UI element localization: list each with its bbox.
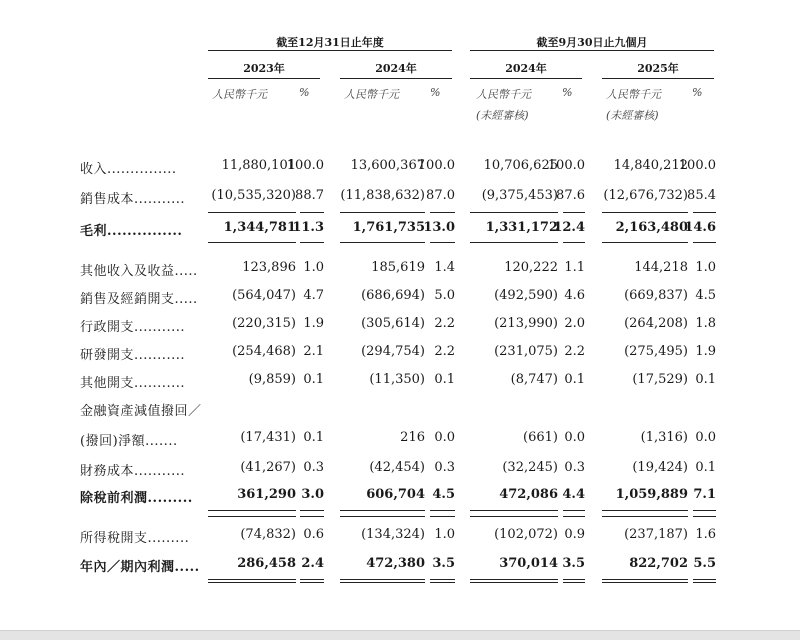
underline-rule (208, 242, 296, 243)
underline-rule (300, 516, 324, 517)
underline-rule (430, 212, 455, 213)
underline-rule (602, 212, 688, 213)
underline-rule (602, 242, 688, 243)
amount-cell: (10,535,320) (211, 188, 296, 203)
row-leader-dots: ..... (174, 560, 200, 575)
percent-cell: 4.7 (303, 288, 324, 303)
amount-cell: 14,840,212 (613, 158, 688, 173)
amount-cell: 822,702 (629, 556, 688, 571)
percent-cell: 13.0 (423, 220, 455, 235)
percent-cell: 87.6 (556, 188, 585, 203)
underline-rule (208, 516, 296, 517)
unaudited-note: (未經審核) (476, 109, 529, 122)
underline-rule (340, 516, 425, 517)
amount-cell: 185,619 (371, 260, 425, 275)
unaudited-note: (未經審核) (606, 109, 659, 122)
percent-cell: 12.4 (553, 220, 585, 235)
underline-rule (470, 579, 558, 580)
underline-rule (470, 516, 558, 517)
amount-cell: 370,014 (499, 556, 558, 571)
percent-cell: 2.0 (564, 316, 585, 331)
percent-cell: 0.6 (303, 527, 324, 542)
percent-cell: 4.6 (564, 288, 585, 303)
percent-cell: 11.3 (292, 220, 324, 235)
underline-rule (563, 242, 585, 243)
percent-cell: 1.0 (303, 260, 324, 275)
row-leader-dots: ..... (174, 292, 198, 307)
percent-cell: 1.9 (303, 316, 324, 331)
amount-cell: (9,859) (248, 372, 296, 387)
percent-cell: 2.2 (434, 316, 455, 331)
row-label: 財務成本........... (80, 464, 185, 479)
percent-cell: 100.0 (286, 158, 324, 173)
row-leader-dots: ........... (134, 464, 185, 479)
row-leader-dots: ........... (134, 192, 185, 207)
underline-rule (693, 582, 716, 583)
amount-cell: (686,694) (361, 288, 425, 303)
underline-rule (430, 516, 455, 517)
underline-rule (430, 510, 455, 511)
underline-rule (340, 212, 425, 213)
percent-cell: 2.4 (301, 556, 324, 571)
underline-rule (340, 582, 425, 583)
row-label: 年內／期內利潤..... (80, 560, 200, 575)
underline-rule (563, 510, 585, 511)
row-leader-dots: ........... (134, 348, 185, 363)
underline-rule (563, 516, 585, 517)
row-label: 行政開支........... (80, 320, 185, 335)
percent-cell: 0.1 (303, 372, 324, 387)
amount-cell: (32,245) (502, 460, 558, 475)
amount-cell: (9,375,453) (481, 188, 558, 203)
percent-cell: 0.1 (564, 372, 585, 387)
underline-rule (430, 579, 455, 580)
underline-rule (300, 510, 324, 511)
percent-cell: 4.4 (562, 487, 585, 502)
amount-cell: 120,222 (504, 260, 558, 275)
year-rule (208, 78, 320, 79)
underline-rule (693, 510, 716, 511)
year-header-2025: 2025年 (637, 62, 679, 75)
underline-rule (340, 510, 425, 511)
amount-cell: (564,047) (232, 288, 296, 303)
percent-cell: 0.3 (434, 460, 455, 475)
amount-cell: (102,072) (494, 527, 558, 542)
percent-cell: 0.1 (434, 372, 455, 387)
period-header-rule (208, 50, 452, 51)
year-header-2024-nine-months: 2024年 (505, 62, 547, 75)
underline-rule (300, 242, 324, 243)
row-leader-dots: ..... (174, 264, 198, 279)
underline-rule (693, 212, 716, 213)
row-leader-dots: ............... (107, 162, 177, 177)
row-label: 收入............... (80, 162, 177, 177)
row-leader-dots: ............... (107, 224, 183, 239)
percent-cell: 1.0 (434, 527, 455, 542)
underline-rule (470, 242, 558, 243)
period-header-year-ended: 截至12月31日止年度 (276, 36, 384, 49)
amount-cell: (134,324) (361, 527, 425, 542)
percent-cell: 3.5 (432, 556, 455, 571)
year-header-2024: 2024年 (375, 62, 417, 75)
amount-cell: (275,495) (624, 344, 688, 359)
underline-rule (430, 582, 455, 583)
row-leader-dots: ........... (134, 376, 185, 391)
row-label: 金融資產減值撥回／ (80, 404, 202, 419)
amount-cell: (8,747) (510, 372, 558, 387)
amount-cell: (237,187) (624, 527, 688, 542)
amount-cell: 1,344,781 (223, 220, 296, 235)
amount-cell: 1,761,735 (352, 220, 425, 235)
percent-cell: 85.4 (687, 188, 716, 203)
underline-rule (208, 582, 296, 583)
unit-rmb: 人民幣千元 (606, 88, 661, 101)
amount-cell: (41,267) (240, 460, 296, 475)
percent-cell: 1.8 (695, 316, 716, 331)
year-rule (470, 78, 582, 79)
percent-cell: 2.2 (564, 344, 585, 359)
row-label: (撥回)淨額....... (80, 434, 178, 449)
period-header-rule (470, 50, 714, 51)
percent-cell: 87.0 (426, 188, 455, 203)
row-label: 其他開支........... (80, 376, 185, 391)
percent-cell: 3.0 (301, 487, 324, 502)
underline-rule (563, 212, 585, 213)
percent-cell: 0.3 (303, 460, 324, 475)
amount-cell: (12,676,732) (603, 188, 688, 203)
percent-cell: 14.6 (684, 220, 716, 235)
underline-rule (300, 579, 324, 580)
unit-pct: % (692, 86, 703, 99)
percent-cell: 3.5 (562, 556, 585, 571)
unit-rmb: 人民幣千元 (212, 88, 267, 101)
percent-cell: 5.5 (693, 556, 716, 571)
amount-cell: (264,208) (624, 316, 688, 331)
amount-cell: (669,837) (624, 288, 688, 303)
percent-cell: 7.1 (693, 487, 716, 502)
percent-cell: 2.1 (303, 344, 324, 359)
percent-cell: 0.1 (695, 460, 716, 475)
row-label: 銷售及經銷開支..... (80, 292, 198, 307)
underline-rule (693, 242, 716, 243)
percent-cell: 4.5 (695, 288, 716, 303)
row-label: 研發開支........... (80, 348, 185, 363)
amount-cell: 13,600,367 (350, 158, 425, 173)
row-label: 所得稅開支......... (80, 531, 190, 546)
unit-rmb: 人民幣千元 (476, 88, 531, 101)
underline-rule (470, 582, 558, 583)
amount-cell: 216 (400, 430, 425, 445)
underline-rule (602, 582, 688, 583)
unit-pct: % (430, 86, 441, 99)
underline-rule (563, 579, 585, 580)
percent-cell: 5.0 (434, 288, 455, 303)
amount-cell: (231,075) (494, 344, 558, 359)
underline-rule (602, 510, 688, 511)
percent-cell: 0.1 (695, 372, 716, 387)
percent-cell: 0.3 (564, 460, 585, 475)
amount-cell: (11,350) (369, 372, 425, 387)
amount-cell: (42,454) (369, 460, 425, 475)
amount-cell: (213,990) (494, 316, 558, 331)
underline-rule (563, 582, 585, 583)
underline-rule (602, 579, 688, 580)
row-label: 其他收入及收益..... (80, 264, 198, 279)
year-rule (340, 78, 452, 79)
underline-rule (208, 212, 296, 213)
amount-cell: 361,290 (237, 487, 296, 502)
percent-cell: 1.1 (564, 260, 585, 275)
amount-cell: (220,315) (232, 316, 296, 331)
amount-cell: (661) (523, 430, 558, 445)
unit-pct: % (562, 86, 573, 99)
percent-cell: 0.0 (695, 430, 716, 445)
underline-rule (470, 212, 558, 213)
percent-cell: 1.9 (695, 344, 716, 359)
percent-cell: 100.0 (417, 158, 455, 173)
amount-cell: (74,832) (240, 527, 296, 542)
year-header-2023: 2023年 (243, 62, 285, 75)
amount-cell: 472,086 (499, 487, 558, 502)
amount-cell: 606,704 (366, 487, 425, 502)
underline-rule (693, 579, 716, 580)
amount-cell: (17,529) (632, 372, 688, 387)
underline-rule (470, 510, 558, 511)
row-leader-dots: ........... (134, 320, 185, 335)
percent-cell: 1.6 (695, 527, 716, 542)
row-label: 除稅前利潤......... (80, 491, 193, 506)
amount-cell: (254,468) (232, 344, 296, 359)
amount-cell: 144,218 (634, 260, 688, 275)
amount-cell: (305,614) (361, 316, 425, 331)
underline-rule (602, 516, 688, 517)
row-label: 毛利............... (80, 224, 183, 239)
underline-rule (693, 516, 716, 517)
underline-rule (340, 242, 425, 243)
row-leader-dots: ......... (147, 491, 193, 506)
row-leader-dots: ....... (145, 434, 178, 449)
unit-pct: % (299, 86, 310, 99)
amount-cell: 10,706,625 (483, 158, 558, 173)
year-rule (602, 78, 714, 79)
percent-cell: 88.7 (295, 188, 324, 203)
amount-cell: 2,163,480 (615, 220, 688, 235)
unit-rmb: 人民幣千元 (344, 88, 399, 101)
amount-cell: (11,838,632) (340, 188, 425, 203)
amount-cell: (492,590) (494, 288, 558, 303)
period-header-nine-months: 截至9月30日止九個月 (536, 36, 648, 49)
amount-cell: (294,754) (361, 344, 425, 359)
amount-cell: (17,431) (240, 430, 296, 445)
percent-cell: 0.1 (303, 430, 324, 445)
underline-rule (340, 579, 425, 580)
underline-rule (208, 579, 296, 580)
amount-cell: 123,896 (242, 260, 296, 275)
row-label: 銷售成本........... (80, 192, 185, 207)
percent-cell: 100.0 (678, 158, 716, 173)
amount-cell: 11,880,101 (221, 158, 296, 173)
underline-rule (208, 510, 296, 511)
amount-cell: (19,424) (632, 460, 688, 475)
underline-rule (430, 242, 455, 243)
percent-cell: 2.2 (434, 344, 455, 359)
amount-cell: 1,331,172 (485, 220, 558, 235)
percent-cell: 0.9 (564, 527, 585, 542)
percent-cell: 1.4 (434, 260, 455, 275)
amount-cell: 1,059,889 (615, 487, 688, 502)
row-leader-dots: ......... (147, 531, 190, 546)
percent-cell: 0.0 (434, 430, 455, 445)
amount-cell: (1,316) (640, 430, 688, 445)
percent-cell: 1.0 (695, 260, 716, 275)
amount-cell: 286,458 (237, 556, 296, 571)
amount-cell: 472,380 (366, 556, 425, 571)
underline-rule (300, 212, 324, 213)
percent-cell: 100.0 (547, 158, 585, 173)
percent-cell: 0.0 (564, 430, 585, 445)
underline-rule (300, 582, 324, 583)
percent-cell: 4.5 (432, 487, 455, 502)
